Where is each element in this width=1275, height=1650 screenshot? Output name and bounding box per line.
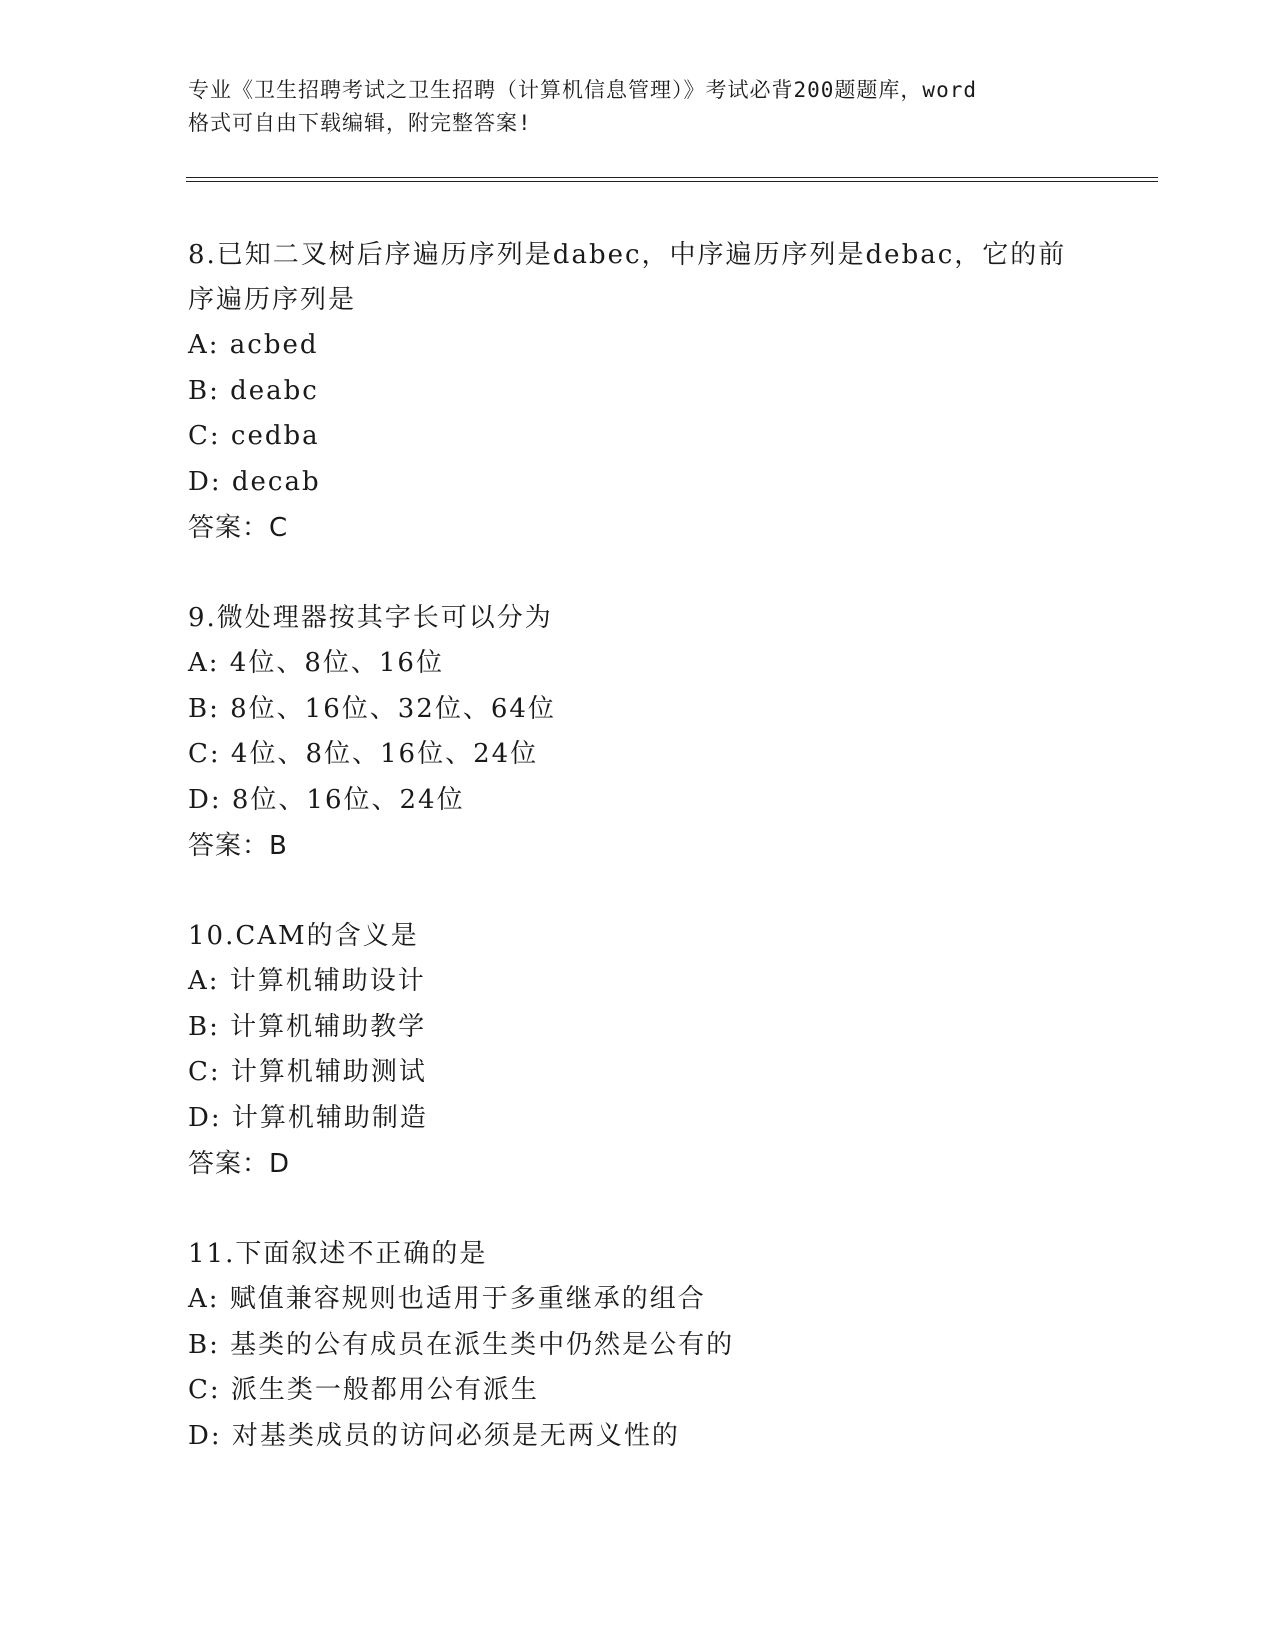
option-b: B: 计算机辅助教学 (188, 1011, 427, 1042)
option-a: A: 4位、8位、16位 (188, 648, 444, 678)
question-11 (188, 1232, 1148, 1459)
option-b: B: deabc (188, 375, 319, 406)
option-c: C: cedba (188, 421, 320, 451)
option-c: C: 派生类一般都用公有派生 (188, 1375, 539, 1405)
question-stem-line: 8.已知二叉树后序遍历序列是dabec，中序遍历序列是debac，它的前 (188, 240, 1067, 270)
answer-label: 答案：D (188, 1149, 291, 1179)
option-d: D: 对基类成员的访问必须是无两义性的 (188, 1420, 680, 1451)
question-stem-line: 9.微处理器按其字长可以分为 (188, 603, 553, 633)
option-a: A: acbed (188, 330, 319, 360)
question-stem-line: 11.下面叙述不正确的是 (188, 1239, 488, 1269)
question-list (188, 233, 1148, 1504)
header-line-1: 专业《卫生招聘考试之卫生招聘（计算机信息管理）》考试必背200题题库，word (188, 78, 977, 102)
option-d: D: 8位、16位、24位 (188, 784, 465, 815)
answer-label: 答案：B (188, 831, 288, 861)
option-b: B: 8位、16位、32位、64位 (188, 693, 556, 724)
question-stem-line: 10.CAM的含义是 (188, 921, 419, 951)
header-line-2: 格式可自由下载编辑，附完整答案! (188, 111, 532, 135)
option-d: D: decab (188, 466, 321, 497)
option-a: A: 赋值兼容规则也适用于多重继承的组合 (188, 1284, 706, 1314)
answer-label: 答案：C (188, 513, 289, 543)
option-c: C: 4位、8位、16位、24位 (188, 739, 539, 769)
question-stem-line: 序遍历序列是 (188, 285, 357, 315)
document-header (188, 74, 1088, 140)
option-c: C: 计算机辅助测试 (188, 1057, 427, 1087)
option-a: A: 计算机辅助设计 (188, 966, 426, 996)
question-10 (188, 914, 1148, 1187)
header-double-rule (186, 177, 1158, 182)
option-b: B: 基类的公有成员在派生类中仍然是公有的 (188, 1329, 735, 1360)
option-d: D: 计算机辅助制造 (188, 1102, 428, 1133)
question-9 (188, 596, 1148, 869)
question-8 (188, 233, 1148, 551)
